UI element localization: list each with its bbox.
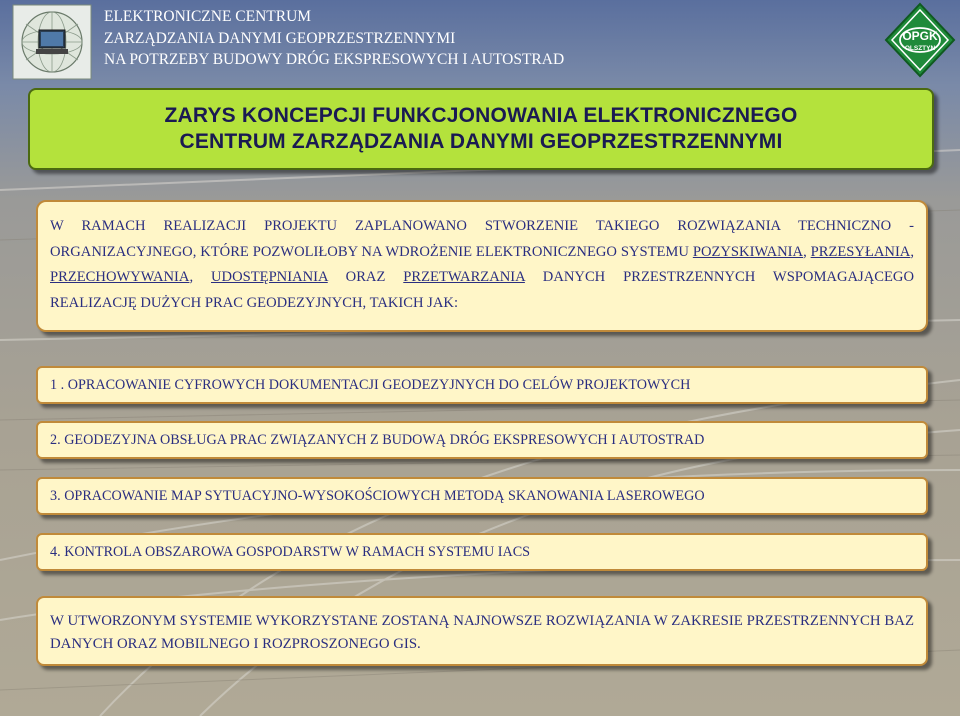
intro-keyword: UDOSTĘPNIANIA	[211, 269, 328, 286]
intro-text: ORAZ	[327, 269, 404, 286]
banner-line-2: CENTRUM ZARZĄDZANIA DANYMI GEOPRZESTRZENNYMI	[179, 130, 783, 153]
title-banner	[28, 88, 934, 170]
intro-keyword: PRZETWARZANIA	[403, 269, 525, 286]
intro-text: ,	[910, 243, 915, 260]
list-item-text: 4. KONTROLA OBSZAROWA GOSPODARSTW W RAMACH SYSTEMU IACS	[50, 543, 531, 560]
logo-text-bottom: OLSZTYN	[904, 45, 936, 52]
header-title	[104, 6, 564, 71]
intro-keyword: POZYSKIWANIA	[692, 243, 804, 260]
list-item-text: 1 . OPRACOWANIE CYFROWYCH DOKUMENTACJI GEODEZYJNYCH DO CELÓW PROJEKTOWYCH	[50, 376, 691, 393]
opgk-diamond-logo	[884, 2, 956, 78]
logo-text-top: OPGK	[902, 29, 938, 43]
intro-text: ,	[803, 243, 811, 260]
intro-text: DANYCH PRZESTRZENNYCH WSPOMAGAJĄCEGO REALIZACJĘ DUŻYCH PRAC GEODEZYJNYCH, TAKICH JAK:	[50, 269, 914, 311]
intro-paragraph	[50, 214, 914, 316]
intro-text: ,	[189, 269, 211, 286]
list-item-text: 2. GEODEZYJNA OBSŁUGA PRAC ZWIĄZANYCH Z BUDOWĄ DRÓG EKSPRESOWYCH I AUTOSTRAD	[50, 431, 705, 448]
intro-text: W RAMACH REALIZACJI PROJEKTU ZAPLANOWANO STWORZENIE TAKIEGO ROZWIĄZANIA TECHNICZNO - ORGANIZACYJNEGO, KTÓRE POZWOLIŁOBY NA WDROŻENIE ELEKTRONICZNEGO SYSTEMU	[50, 218, 914, 260]
banner-line-1: ZARYS KONCEPCJI FUNKCJONOWANIA ELEKTRONICZNEGO	[164, 104, 798, 127]
list-item-1	[36, 366, 928, 404]
summary-box	[36, 596, 928, 666]
summary-text: W UTWORZONYM SYSTEMIE WYKORZYSTANE ZOSTANĄ NAJNOWSZE ROZWIĄZANIA W ZAKRESIE PRZESTRZENNYCH BAZ DANYCH ORAZ MOBILNEGO I ROZPROSZONEGO GIS.	[50, 613, 914, 652]
list-item-4	[36, 533, 928, 571]
header-line-2: ZARZĄDZANIA DANYMI GEOPRZESTRZENNYMI	[104, 29, 456, 47]
intro-box	[36, 200, 928, 332]
intro-keyword: PRZESYŁANIA	[810, 243, 911, 260]
header-line-1: ELEKTRONICZNE CENTRUM	[104, 8, 312, 25]
globe-computer-logo	[12, 4, 92, 80]
list-item-3	[36, 477, 928, 515]
header-line-3: NA POTRZEBY BUDOWY DRÓG EKSPRESOWYCH I AUTOSTRAD	[104, 51, 565, 68]
intro-keyword: PRZECHOWYWANIA	[50, 269, 190, 286]
list-item-text: 3. OPRACOWANIE MAP SYTUACYJNO-WYSOKOŚCIOWYCH METODĄ SKANOWANIA LASEROWEGO	[50, 487, 705, 504]
list-item-2	[36, 421, 928, 459]
